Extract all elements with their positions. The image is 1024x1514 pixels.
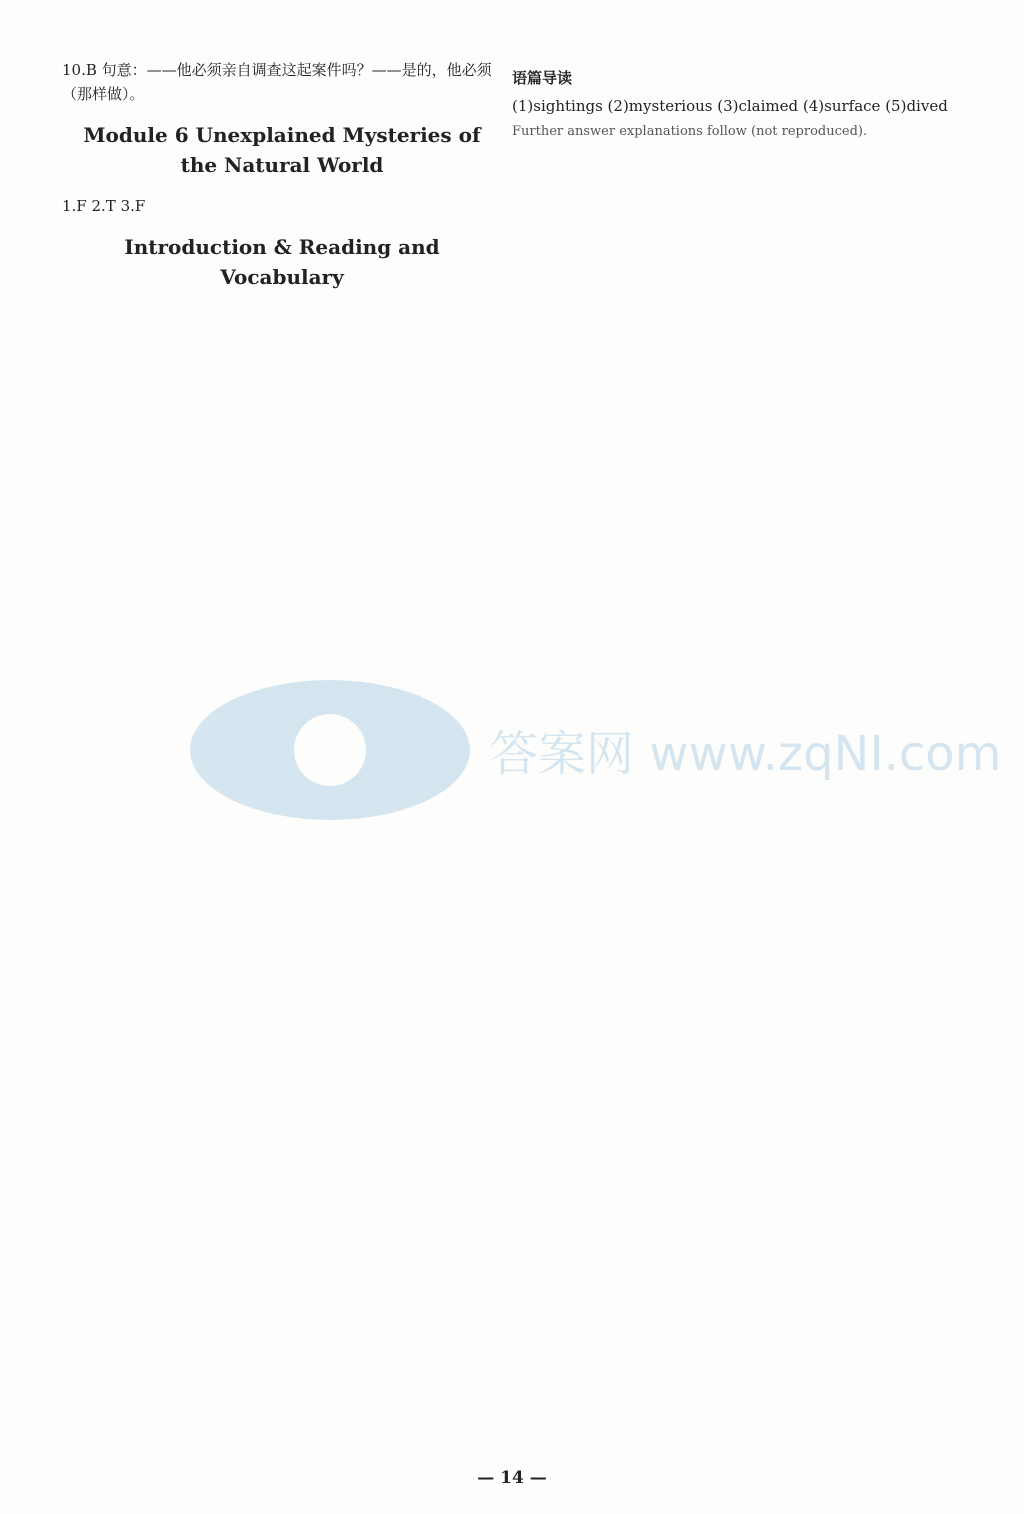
left-column — [62, 58, 502, 306]
scene-answers: 1.F 2.T 3.F — [62, 197, 146, 215]
right-column — [512, 58, 962, 146]
left-excerpt: 10.B 句意：——他必须亲自调查这起案件吗？——是的，他必须（那样做）。 — [62, 61, 492, 103]
module-heading: Module 6 Unexplained Mysteries of the Natural World — [83, 123, 481, 177]
reading-guide-label: 语篇导读 — [512, 69, 573, 87]
right-note: Further answer explanations follow (not reproduced). — [512, 124, 868, 139]
page-number: — 14 — — [477, 1468, 547, 1488]
watermark-eye-logo — [180, 650, 1002, 850]
watermark-text: 答案网 www.zqNI.com — [490, 726, 1002, 782]
reading-guide-excerpt: (1)sightings (2)mysterious (3)claimed (4)surface (5)dived — [512, 97, 948, 115]
section-heading: Introduction & Reading and Vocabulary — [124, 235, 440, 289]
